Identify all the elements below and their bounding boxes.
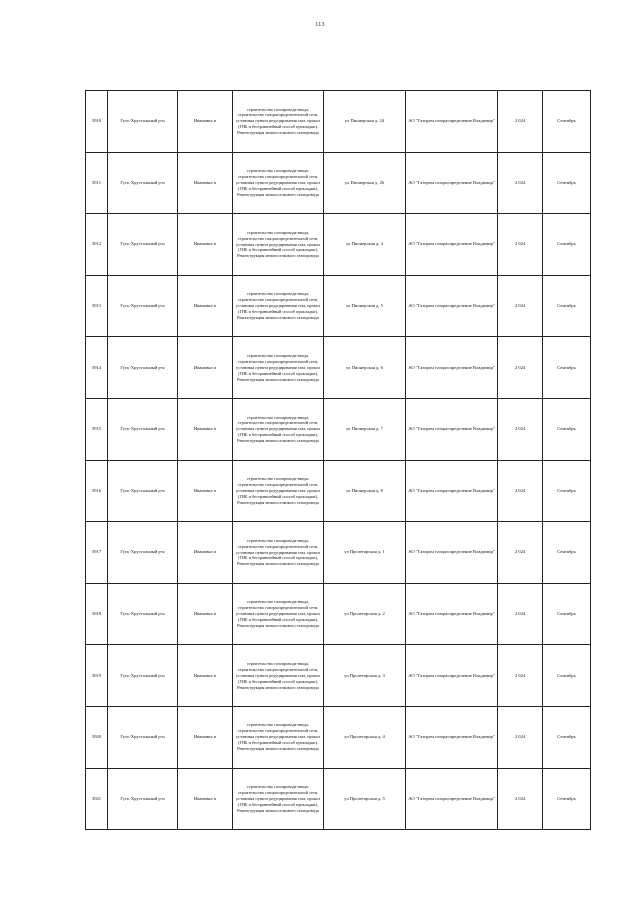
operator-cell: АО "Газпром газораспределение Владимир" bbox=[406, 91, 498, 153]
locality-cell: Ивановка п bbox=[178, 152, 233, 214]
work-description-cell: строительство газопровода-ввода, строительство газораспределительной сети, установка пункта редуцирования газа, прокол (ГНБ и бестраншейный способ прокладки), Реконструкция межпоселкового газопровода bbox=[233, 583, 324, 645]
work-description-cell: строительство газопровода-ввода, строительство газораспределительной сети, установка пункта редуцирования газа, прокол (ГНБ и бестраншейный способ прокладки), Реконструкция межпоселкового газопровода bbox=[233, 522, 324, 584]
month-cell: Сентябрь bbox=[543, 275, 591, 337]
row-number: 3913 bbox=[86, 275, 108, 337]
address-cell: ул Пролетарская д. 2 bbox=[324, 583, 406, 645]
operator-cell: АО "Газпром газораспределение Владимир" bbox=[406, 214, 498, 276]
operator-cell: АО "Газпром газораспределение Владимир" bbox=[406, 460, 498, 522]
month-cell: Сентябрь bbox=[543, 706, 591, 768]
year-cell: 2 024 bbox=[498, 337, 543, 399]
gasification-schedule-table bbox=[85, 90, 591, 830]
locality-cell: Ивановка п bbox=[178, 706, 233, 768]
year-cell: 2 024 bbox=[498, 398, 543, 460]
table-row bbox=[86, 398, 591, 460]
table-row bbox=[86, 214, 591, 276]
month-cell: Сентябрь bbox=[543, 91, 591, 153]
address-cell: ул Пионерская д. 24 bbox=[324, 91, 406, 153]
work-description-cell: строительство газопровода-ввода, строительство газораспределительной сети, установка пункта редуцирования газа, прокол (ГНБ и бестраншейный способ прокладки), Реконструкция межпоселкового газопровода bbox=[233, 214, 324, 276]
district-cell: Гусь-Хрустальный р-н bbox=[108, 583, 178, 645]
address-cell: ул Пролетарская д. 1 bbox=[324, 522, 406, 584]
work-description-cell: строительство газопровода-ввода, строительство газораспределительной сети, установка пункта редуцирования газа, прокол (ГНБ и бестраншейный способ прокладки), Реконструкция межпоселкового газопровода bbox=[233, 275, 324, 337]
locality-cell: Ивановка п bbox=[178, 645, 233, 707]
work-description-cell: строительство газопровода-ввода, строительство газораспределительной сети, установка пункта редуцирования газа, прокол (ГНБ и бестраншейный способ прокладки), Реконструкция межпоселкового газопровода bbox=[233, 152, 324, 214]
table-row bbox=[86, 768, 591, 830]
address-cell: ул Пионерская д. 7 bbox=[324, 398, 406, 460]
locality-cell: Ивановка п bbox=[178, 460, 233, 522]
row-number: 3911 bbox=[86, 152, 108, 214]
address-cell: ул Пионерская д. 26 bbox=[324, 152, 406, 214]
row-number: 3910 bbox=[86, 91, 108, 153]
year-cell: 2 024 bbox=[498, 152, 543, 214]
row-number: 3915 bbox=[86, 398, 108, 460]
district-cell: Гусь-Хрустальный р-н bbox=[108, 522, 178, 584]
district-cell: Гусь-Хрустальный р-н bbox=[108, 706, 178, 768]
address-cell: ул Пионерская д. 6 bbox=[324, 337, 406, 399]
year-cell: 2 024 bbox=[498, 645, 543, 707]
year-cell: 2 024 bbox=[498, 768, 543, 830]
locality-cell: Ивановка п bbox=[178, 398, 233, 460]
table-body bbox=[86, 91, 591, 830]
table-row bbox=[86, 583, 591, 645]
month-cell: Сентябрь bbox=[543, 768, 591, 830]
row-number: 3914 bbox=[86, 337, 108, 399]
row-number: 3916 bbox=[86, 460, 108, 522]
year-cell: 2 024 bbox=[498, 214, 543, 276]
operator-cell: АО "Газпром газораспределение Владимир" bbox=[406, 275, 498, 337]
locality-cell: Ивановка п bbox=[178, 337, 233, 399]
operator-cell: АО "Газпром газораспределение Владимир" bbox=[406, 152, 498, 214]
table-row bbox=[86, 522, 591, 584]
locality-cell: Ивановка п bbox=[178, 522, 233, 584]
district-cell: Гусь-Хрустальный р-н bbox=[108, 152, 178, 214]
district-cell: Гусь-Хрустальный р-н bbox=[108, 337, 178, 399]
row-number: 3912 bbox=[86, 214, 108, 276]
work-description-cell: строительство газопровода-ввода, строительство газораспределительной сети, установка пункта редуцирования газа, прокол (ГНБ и бестраншейный способ прокладки), Реконструкция межпоселкового газопровода bbox=[233, 460, 324, 522]
row-number: 3921 bbox=[86, 768, 108, 830]
year-cell: 2 024 bbox=[498, 583, 543, 645]
row-number: 3920 bbox=[86, 706, 108, 768]
month-cell: Сентябрь bbox=[543, 645, 591, 707]
locality-cell: Ивановка п bbox=[178, 91, 233, 153]
operator-cell: АО "Газпром газораспределение Владимир" bbox=[406, 522, 498, 584]
month-cell: Сентябрь bbox=[543, 152, 591, 214]
address-cell: ул Пролетарская д. 5 bbox=[324, 768, 406, 830]
locality-cell: Ивановка п bbox=[178, 768, 233, 830]
locality-cell: Ивановка п bbox=[178, 583, 233, 645]
address-cell: ул Пролетарская д. 3 bbox=[324, 645, 406, 707]
address-cell: ул Пролетарская д. 4 bbox=[324, 706, 406, 768]
month-cell: Сентябрь bbox=[543, 337, 591, 399]
table-row bbox=[86, 706, 591, 768]
district-cell: Гусь-Хрустальный р-н bbox=[108, 275, 178, 337]
month-cell: Сентябрь bbox=[543, 214, 591, 276]
district-cell: Гусь-Хрустальный р-н bbox=[108, 91, 178, 153]
district-cell: Гусь-Хрустальный р-н bbox=[108, 398, 178, 460]
year-cell: 2 024 bbox=[498, 522, 543, 584]
operator-cell: АО "Газпром газораспределение Владимир" bbox=[406, 337, 498, 399]
operator-cell: АО "Газпром газораспределение Владимир" bbox=[406, 583, 498, 645]
address-cell: ул Пионерская д. 8 bbox=[324, 460, 406, 522]
work-description-cell: строительство газопровода-ввода, строительство газораспределительной сети, установка пункта редуцирования газа, прокол (ГНБ и бестраншейный способ прокладки), Реконструкция межпоселкового газопровода bbox=[233, 337, 324, 399]
operator-cell: АО "Газпром газораспределение Владимир" bbox=[406, 645, 498, 707]
operator-cell: АО "Газпром газораспределение Владимир" bbox=[406, 768, 498, 830]
row-number: 3918 bbox=[86, 583, 108, 645]
address-cell: ул Пионерская д. 5 bbox=[324, 275, 406, 337]
locality-cell: Ивановка п bbox=[178, 214, 233, 276]
page-number: 113 bbox=[315, 22, 325, 28]
row-number: 3919 bbox=[86, 645, 108, 707]
district-cell: Гусь-Хрустальный р-н bbox=[108, 768, 178, 830]
table-row bbox=[86, 152, 591, 214]
month-cell: Сентябрь bbox=[543, 398, 591, 460]
district-cell: Гусь-Хрустальный р-н bbox=[108, 214, 178, 276]
year-cell: 2 024 bbox=[498, 706, 543, 768]
operator-cell: АО "Газпром газораспределение Владимир" bbox=[406, 706, 498, 768]
table-row bbox=[86, 275, 591, 337]
work-description-cell: строительство газопровода-ввода, строительство газораспределительной сети, установка пункта редуцирования газа, прокол (ГНБ и бестраншейный способ прокладки), Реконструкция межпоселкового газопровода bbox=[233, 645, 324, 707]
work-description-cell: строительство газопровода-ввода, строительство газораспределительной сети, установка пункта редуцирования газа, прокол (ГНБ и бестраншейный способ прокладки), Реконструкция межпоселкового газопровода bbox=[233, 768, 324, 830]
month-cell: Сентябрь bbox=[543, 522, 591, 584]
month-cell: Сентябрь bbox=[543, 583, 591, 645]
district-cell: Гусь-Хрустальный р-н bbox=[108, 460, 178, 522]
work-description-cell: строительство газопровода-ввода, строительство газораспределительной сети, установка пункта редуцирования газа, прокол (ГНБ и бестраншейный способ прокладки), Реконструкция межпоселкового газопровода bbox=[233, 91, 324, 153]
year-cell: 2 024 bbox=[498, 91, 543, 153]
table-row bbox=[86, 460, 591, 522]
work-description-cell: строительство газопровода-ввода, строительство газораспределительной сети, установка пункта редуцирования газа, прокол (ГНБ и бестраншейный способ прокладки), Реконструкция межпоселкового газопровода bbox=[233, 398, 324, 460]
district-cell: Гусь-Хрустальный р-н bbox=[108, 645, 178, 707]
year-cell: 2 024 bbox=[498, 275, 543, 337]
locality-cell: Ивановка п bbox=[178, 275, 233, 337]
table-row bbox=[86, 337, 591, 399]
row-number: 3917 bbox=[86, 522, 108, 584]
work-description-cell: строительство газопровода-ввода, строительство газораспределительной сети, установка пункта редуцирования газа, прокол (ГНБ и бестраншейный способ прокладки), Реконструкция межпоселкового газопровода bbox=[233, 706, 324, 768]
operator-cell: АО "Газпром газораспределение Владимир" bbox=[406, 398, 498, 460]
table-row bbox=[86, 645, 591, 707]
table-row bbox=[86, 91, 591, 153]
month-cell: Сентябрь bbox=[543, 460, 591, 522]
address-cell: ул Пионерская д. 4 bbox=[324, 214, 406, 276]
year-cell: 2 024 bbox=[498, 460, 543, 522]
